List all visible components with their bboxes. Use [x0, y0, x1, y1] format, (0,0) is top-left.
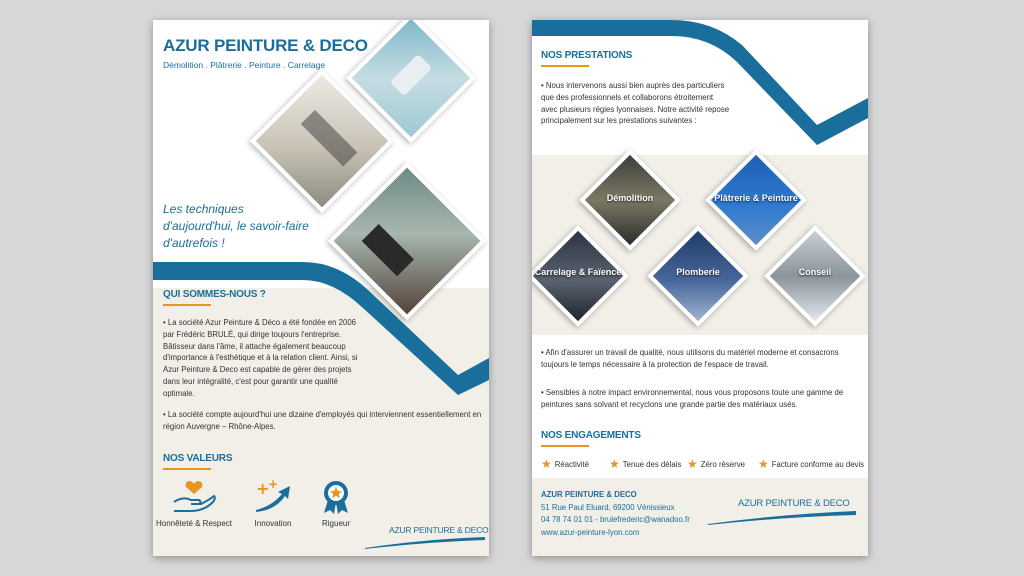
value-rigor: [296, 478, 376, 528]
contact-address: 51 Rue Paul Eluard, 69200 Vénissieux: [541, 502, 675, 512]
engagements-heading: NOS ENGAGEMENTS: [541, 430, 641, 441]
eco-text: • Sensibles à notre impact environnemental, nous vous proposons toute une gamme de peintures sans solvant et recyclons une grande partie des matériaux usés.: [541, 388, 844, 409]
service-label-plumbing: Plomberie: [676, 267, 720, 277]
who-paragraph-2: • La société compte aujourd'hui une dizaine d'employés qui interviennent essentiellement en région Auvergne – Rhône-Alpes.: [163, 410, 482, 431]
flyer-left: [153, 20, 489, 556]
engagement-invoice: ★ Facture conforme au devis: [758, 457, 865, 471]
award-ribbon-icon: [313, 478, 359, 514]
contact-phone-email[interactable]: 04 78 74 01 01 - brulefrederic@wanadoo.fr: [541, 515, 690, 524]
contact-website[interactable]: www.azur-peinture-lyon.com: [541, 527, 640, 537]
svg-text:+: +: [256, 479, 270, 498]
tagline: Les techniques d'aujourd'hui, le savoir-faire d'autrefois !: [163, 202, 309, 250]
value-label: Innovation: [254, 519, 292, 528]
values-heading: NOS VALEURS: [163, 453, 233, 464]
engagement-zero-reserve: ★ Zéro réserve: [687, 457, 745, 471]
services-intro: • Nous intervenons aussi bien auprès des particuliers que des professionnels et collaborons étroitement avec plusieurs régies lyonnaises. Notre activité repose principalement sur les prestations suivantes :: [541, 81, 730, 126]
service-label-tiling: Carrelage & Faïence: [534, 267, 622, 277]
footer-logo: AZUR PEINTURE & DECO: [389, 525, 489, 535]
contact-name: AZUR PEINTURE & DECO: [541, 490, 637, 499]
quality-text: • Afin d'assurer un travail de qualité, nous utilisons du matériel moderne et consacrons toujours le temps nécessaire à la protection de l'espace de travail.: [541, 348, 839, 369]
growth-arrow-icon: [250, 478, 296, 514]
engagement-reactivity: ★ Réactivité: [541, 457, 589, 471]
engagements-divider: [541, 445, 589, 447]
service-label-advice: Conseil: [798, 267, 832, 277]
values-divider: [163, 468, 211, 470]
who-heading: QUI SOMMES-NOUS ?: [163, 289, 266, 300]
service-label-demolition: Démolition: [606, 193, 654, 203]
logo-swoosh: [365, 536, 487, 550]
logo-swoosh: [708, 510, 858, 526]
flyer-right: [532, 20, 868, 556]
services-divider: [541, 65, 589, 67]
hand-heart-icon: [171, 478, 217, 514]
value-label: Honnêteté & Respect: [155, 519, 233, 528]
engagement-deadlines: ★ Tenue des délais: [609, 457, 682, 471]
company-title: AZUR PEINTURE & DECO: [163, 36, 368, 55]
star-icon: ★: [541, 457, 552, 471]
contact-block: [541, 489, 690, 539]
star-icon: ★: [609, 457, 620, 471]
star-icon: ★: [687, 457, 698, 471]
services-heading: NOS PRESTATIONS: [541, 50, 633, 61]
who-paragraph-1: • La société Azur Peinture & Déco a été fondée en 2006 par Frédéric BRULÉ, qui dirige toujours l'entreprise. Bâtisseur dans l'âme, il attache également beaucoup d'importance à l'esthétique et à la relation client. Ainsi, si Azur Peinture & Deco est capable de gérer des projets dans leur intégralité, c'est pour garantir une qualité optimale.: [163, 318, 358, 398]
who-divider: [163, 304, 211, 306]
star-icon: ★: [758, 457, 769, 471]
services-line: Démolition . Plâtrerie . Peinture . Carrelage: [163, 60, 326, 70]
value-label: Rigueur: [321, 519, 350, 528]
footer-logo: AZUR PEINTURE & DECO: [738, 498, 850, 509]
svg-text:+: +: [268, 478, 279, 491]
value-honesty: [154, 478, 234, 528]
service-label-plastering-painting: Plâtrerie & Peinture: [714, 193, 798, 203]
